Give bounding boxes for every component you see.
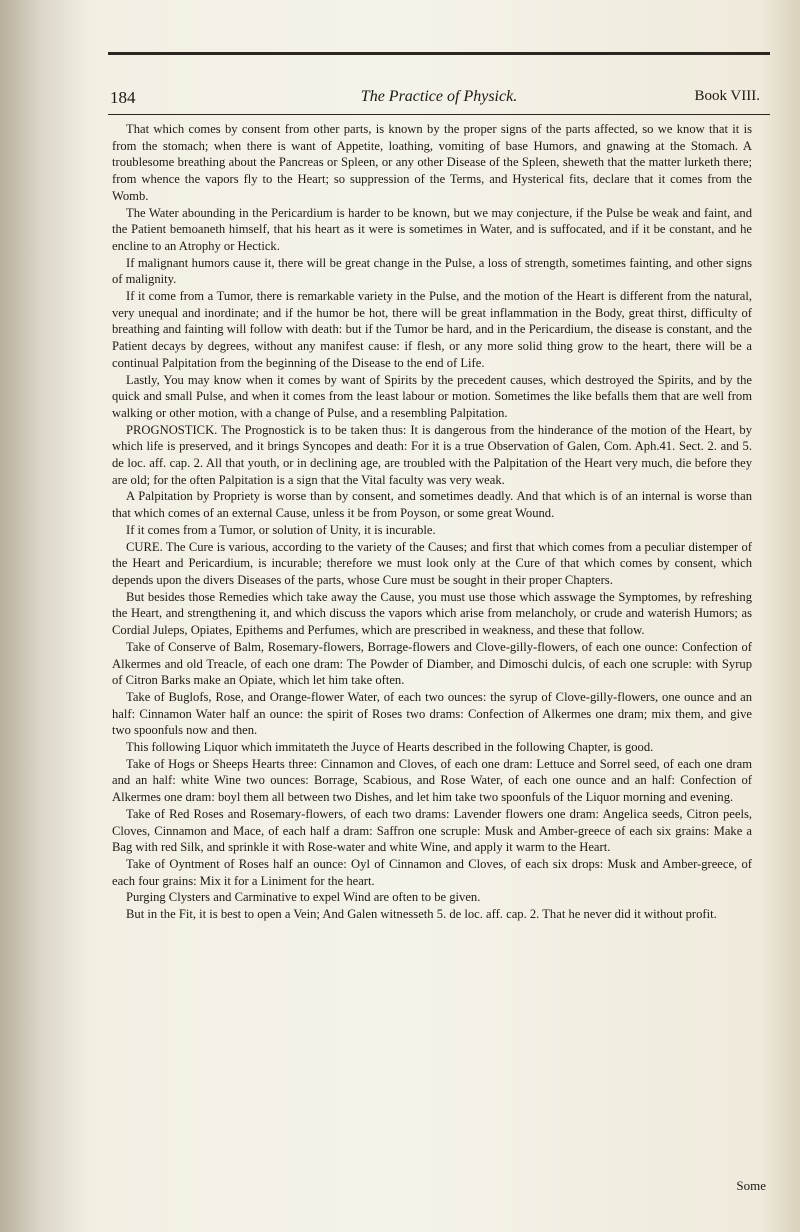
paragraph: The Water abounding in the Pericardium is harder to be known, but we may conjecture, if the Pulse be weak and faint, and the Patient bemoaneth himself, that his heart as it were is sometimes in Water, and is suffocated, and if it be constant, and he encline to an Atrophy or Hectick. bbox=[112, 205, 752, 253]
top-rule bbox=[108, 52, 770, 55]
paragraph: That which comes by consent from other parts, is known by the proper signs of the parts affected, so we know that it is from the stomach; when there is want of Appetite, loathing, vomiting of base Humors, and gnawing at the Stomach. A troublesome breathing about the Pancreas or Spleen, or any other Disease of the Spleen, sheweth that the matter lurketh there; from whence the vapors fly to the Heart; so suppression of the Terms, and Hysterical fits, declare that it comes from the Womb. bbox=[112, 122, 752, 203]
paragraph: If malignant humors cause it, there will be great change in the Pulse, a loss of strength, sometimes fainting, and other signs of malignity. bbox=[112, 255, 752, 287]
paragraph-cure: CURE. The Cure is various, according to the variety of the Causes; and first that which comes from a peculiar distemper of the Heart and Pericardium, is incurable; therefore we must look only at the Cure of that which comes by consent, which depends upon the divers Diseases of the parts, whose Cure must be sought in their proper Chapters. bbox=[112, 539, 752, 587]
recipe: Take of Conserve of Balm, Rosemary-flowers, Borrage-flowers and Clove-gilly-flowers, of each one ounce: Confection of Alkermes and old Treacle, of each one dram: The Powder of Diamber, and Dimoschi dulcis, of each one scruple: with Syrup of Citron Barks make an Opiate, which let him take often. bbox=[112, 639, 752, 688]
book-label: Book VIII. bbox=[694, 88, 760, 104]
running-title: The Practice of Physick. bbox=[360, 88, 518, 105]
catchword: Some bbox=[736, 1178, 766, 1193]
paragraph: Purging Clysters and Carminative to expel Wind are often to be given. bbox=[126, 890, 481, 905]
body-text bbox=[112, 121, 752, 923]
recipe: Take of Buglofs, Rose, and Orange-flower Water, of each two ounces: the syrup of Clove-gilly-flowers, one ounce and an half: Cinnamon Water half an ounce: the spirit of Roses two drams: Confection of Alkermes one dram; mix them, and give two spoonfuls now and then. bbox=[112, 689, 752, 738]
page-number: 184 bbox=[110, 88, 136, 107]
recipe: Take of Hogs or Sheeps Hearts three: Cinnamon and Cloves, of each one dram: Lettuce and Sorrel seed, of each one dram and an half: white Wine two ounces: Borrage, Scabious, and Rose Water, of each one ounce and an half: Confection of Alkermes one dram: boyl them all between two Dishes, and let him take two spoonfuls of the Liquor morning and evening. bbox=[112, 756, 752, 805]
paragraph: This following Liquor which immitateth the Juyce of Hearts described in the following Chapter, is good. bbox=[126, 740, 654, 755]
page-header bbox=[108, 86, 770, 115]
paragraph: A Palpitation by Propriety is worse than by consent, and sometimes deadly. And that which is of an internal is worse than that which comes of an external Cause, unless it be from Poyson, or some great Wound. bbox=[112, 489, 752, 521]
paragraph: But in the Fit, it is best to open a Vein; And Galen witnesseth 5. de loc. aff. cap. 2. That he never did it without profit. bbox=[126, 907, 717, 922]
recipe: Take of Oyntment of Roses half an ounce: Oyl of Cinnamon and Cloves, of each six drops: Musk and Amber-greece, of each four grains: Mix it for a Liniment for the heart. bbox=[112, 856, 752, 888]
paragraph: Lastly, You may know when it comes by want of Spirits by the precedent causes, which destroyed the Spirits, and by the quick and small Pulse, and when it comes from the least labour or motion. Sometimes the like befalls them that are well from walking or other motion, with a change of Pulse, and a resembling Palpitation. bbox=[112, 372, 752, 420]
paragraph-prognostick: PROGNOSTICK. The Prognostick is to be taken thus: It is dangerous from the hinderance of the motion of the Heart, by which life is preserved, and it brings Syncopes and death: For it is a true Observation of Galen, Com. Aph.41. Sect. 2. and 5. de loc. aff. cap. 2. All that youth, or in declining age, are troubled with the Palpitation of the Heart very much, die before they are old; for the often Palpitation is a sign that the Vital faculty was very weak. bbox=[112, 422, 752, 487]
binding-shadow bbox=[0, 0, 90, 1232]
paragraph: If it come from a Tumor, there is remarkable variety in the Pulse, and the motion of the Heart is different from the natural, very unequal and inordinate; and if the humor be hot, there will be great inflammation in the Body, great thirst, difficulty of breathing and fainting will follow with death: but if the Tumor be hard, and in the Pericardium, the disease is constant, and the Patient decays by degrees, without any manifest cause: if flesh, or any more solid thing grow to the heart, there will be a continual Palpitation from the beginning of the Disease to the end of Life. bbox=[112, 289, 752, 370]
paragraph: If it comes from a Tumor, or solution of Unity, it is incurable. bbox=[126, 522, 436, 537]
recipe: Take of Red Roses and Rosemary-flowers, of each two drams: Lavender flowers one dram: Angelica seeds, Citron peels, Cloves, Cinnamon and Mace, of each half a dram: Saffron one scruple: Musk and Amber-greece of each six grains: Make a Bag with red Silk, and sprinkle it with Rose-water and white Wine, and apply it warm to the Heart. bbox=[112, 806, 752, 855]
paragraph: But besides those Remedies which take away the Cause, you must use those which asswage the Symptomes, by refreshing the Heart, and strengthening it, and which discuss the vapors which arise from melancholy, or crude and waterish Humors; as Cordial Juleps, Opiates, Epithems and Perfumes, which are prescribed in weakness, and these that follow. bbox=[112, 589, 752, 638]
